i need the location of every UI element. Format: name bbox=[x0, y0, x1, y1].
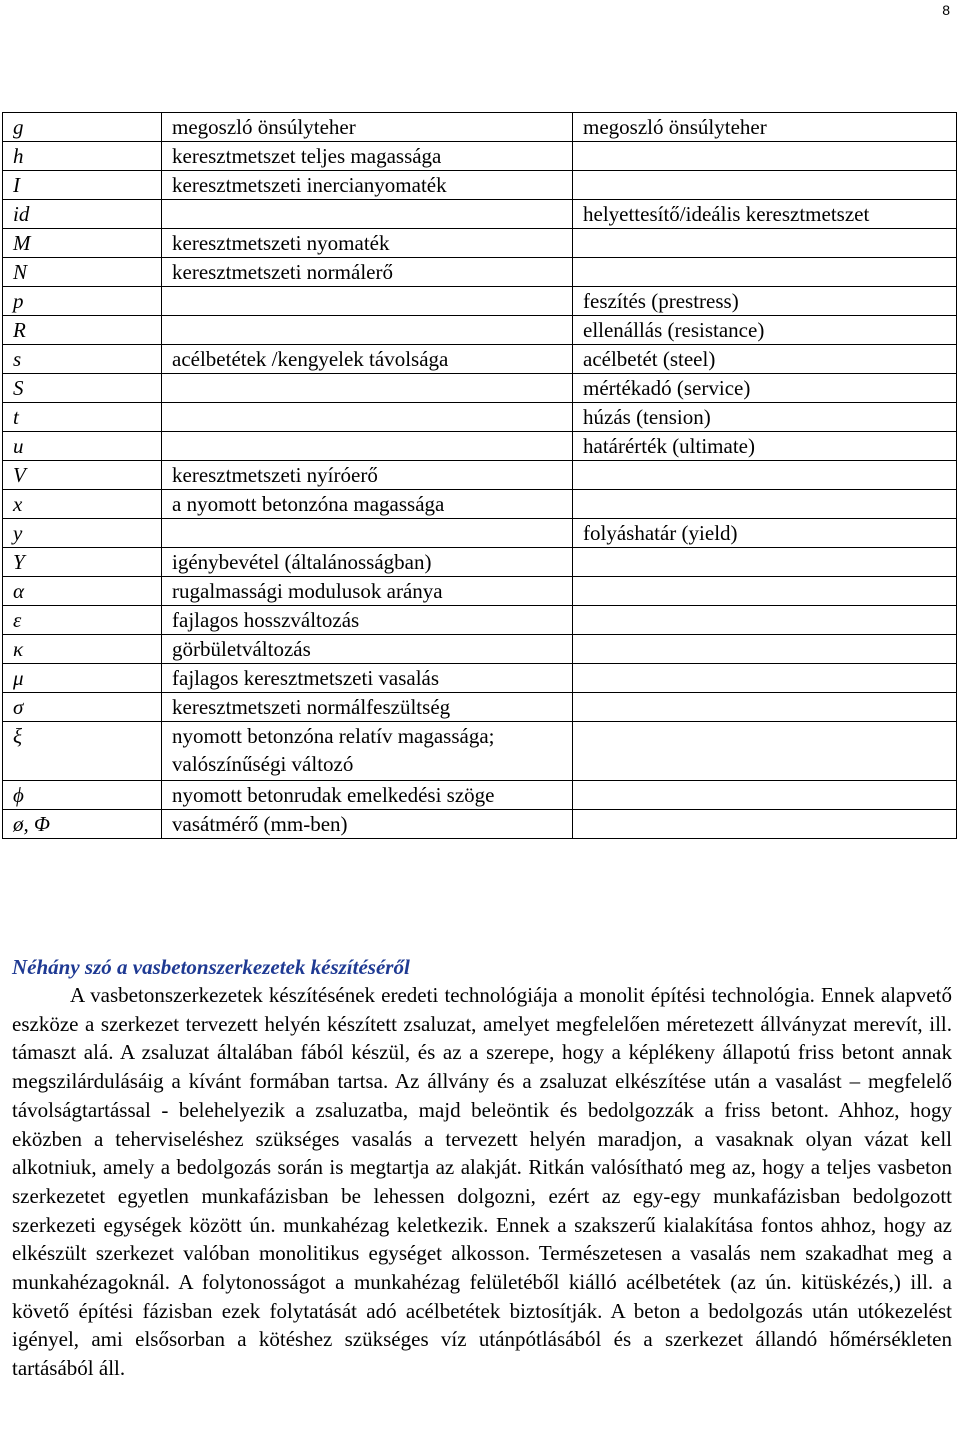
index-meaning-cell bbox=[573, 548, 957, 577]
hungarian-meaning-cell: rugalmassági modulusok aránya bbox=[162, 577, 573, 606]
hungarian-meaning-cell: a nyomott betonzóna magassága bbox=[162, 490, 573, 519]
index-meaning-cell: határérték (ultimate) bbox=[573, 432, 957, 461]
symbol-cell: ϕ bbox=[3, 781, 162, 810]
symbol-cell: p bbox=[3, 287, 162, 316]
table-row bbox=[3, 664, 957, 693]
index-meaning-cell bbox=[573, 722, 957, 781]
symbol-cell: κ bbox=[3, 635, 162, 664]
hungarian-meaning-cell: nyomott betonzóna relatív magassága; valószínűségi változó bbox=[162, 722, 573, 781]
hungarian-meaning-cell: keresztmetszeti normálfeszültség bbox=[162, 693, 573, 722]
index-meaning-cell: húzás (tension) bbox=[573, 403, 957, 432]
hungarian-meaning-cell: keresztmetszeti nyomaték bbox=[162, 229, 573, 258]
table-row bbox=[3, 171, 957, 200]
index-meaning-cell bbox=[573, 171, 957, 200]
page-number: 8 bbox=[942, 2, 950, 18]
symbol-cell: ξ bbox=[3, 722, 162, 781]
hungarian-meaning-cell: keresztmetszet teljes magassága bbox=[162, 142, 573, 171]
hungarian-meaning-cell: keresztmetszeti nyíróerő bbox=[162, 461, 573, 490]
symbol-cell: V bbox=[3, 461, 162, 490]
table-row bbox=[3, 810, 957, 839]
hungarian-meaning-cell bbox=[162, 432, 573, 461]
index-meaning-cell: helyettesítő/ideális keresztmetszet bbox=[573, 200, 957, 229]
index-meaning-cell: mértékadó (service) bbox=[573, 374, 957, 403]
table-row bbox=[3, 722, 957, 781]
index-meaning-cell: ellenállás (resistance) bbox=[573, 316, 957, 345]
table-row bbox=[3, 287, 957, 316]
section-title: Néhány szó a vasbetonszerkezetek készítéséről bbox=[12, 955, 410, 979]
symbol-cell: u bbox=[3, 432, 162, 461]
symbol-cell: N bbox=[3, 258, 162, 287]
table-row bbox=[3, 345, 957, 374]
symbol-cell: id bbox=[3, 200, 162, 229]
symbol-cell: σ bbox=[3, 693, 162, 722]
table-row bbox=[3, 519, 957, 548]
symbol-cell: M bbox=[3, 229, 162, 258]
index-meaning-cell bbox=[573, 664, 957, 693]
hungarian-meaning-cell: keresztmetszeti normálerő bbox=[162, 258, 573, 287]
table-row bbox=[3, 200, 957, 229]
section-paragraph: A vasbetonszerkezetek készítésének eredeti technológiája a monolit építési technológia. Ennek alapvető eszköze a szerkezet tervezett helyén készített zsaluzat, amelyet megfelelően méretezett állványzat merevít, ill. támaszt alá. A zsaluzat általában fából készül, és az a szerepe, hogy a képlékeny állapotú friss betont annak megszilárdulásáig a kívánt formában tartsa. Az állvány és a zsaluzat elkészítése után a vasalást – megfelelő távolságtartással - belehelyezik a zsaluzatba, majd beleöntik és bedolgozzák a friss betont. Ahhoz, hogy eközben a teherviseléshez szükséges vasalás a tervezett helyén maradjon, a vasaknak olyan vázat kell alkotniuk, amely a bedolgozás során is megtartja az alakját. Ritkán valósítható meg az, hogy a teljes vasbeton szerkezetet egyetlen munkafázisban be lehessen dolgozni, ezért az egy-egy munkafázisban bedolgozott szerkezeti egységek között ún. munkahézag keletkezik. Ennek a szakszerű kialakítása fontos ahhoz, hogy az elkészült szerkezet valóban monolitikus egységet alkosson. Természetesen a vasalás nem szakadhat meg a munkahézagoknál. A folytonosságot a munkahézag felületéből kiálló acélbetétek (az ún. kitüskézés,) ill. a követő építési fázisban ezek folytatását adó acélbetétek biztosítják. A beton a bedolgozás után utókezelést igényel, ami elsősorban a kötéshez szükséges víz utánpótlásából és a szerkezet állandó hőmérsékleten tartásából áll. bbox=[12, 983, 952, 1381]
table-row bbox=[3, 606, 957, 635]
hungarian-meaning-cell: vasátmérő (mm-ben) bbox=[162, 810, 573, 839]
hungarian-meaning-cell: görbületváltozás bbox=[162, 635, 573, 664]
index-meaning-cell: megoszló önsúlyteher bbox=[573, 113, 957, 142]
symbol-cell: g bbox=[3, 113, 162, 142]
table-row bbox=[3, 432, 957, 461]
hungarian-meaning-cell: acélbetétek /kengyelek távolsága bbox=[162, 345, 573, 374]
symbol-cell: x bbox=[3, 490, 162, 519]
index-meaning-cell bbox=[573, 229, 957, 258]
index-meaning-cell: folyáshatár (yield) bbox=[573, 519, 957, 548]
symbol-cell: y bbox=[3, 519, 162, 548]
index-meaning-cell bbox=[573, 693, 957, 722]
table-row bbox=[3, 693, 957, 722]
hungarian-meaning-cell bbox=[162, 316, 573, 345]
index-meaning-cell bbox=[573, 781, 957, 810]
table-row bbox=[3, 781, 957, 810]
symbols-table bbox=[2, 112, 957, 839]
symbol-cell: t bbox=[3, 403, 162, 432]
table-row bbox=[3, 374, 957, 403]
index-meaning-cell bbox=[573, 461, 957, 490]
table-row bbox=[3, 316, 957, 345]
index-meaning-cell bbox=[573, 635, 957, 664]
table-row bbox=[3, 258, 957, 287]
table-row bbox=[3, 403, 957, 432]
table-row bbox=[3, 461, 957, 490]
symbol-cell: S bbox=[3, 374, 162, 403]
hungarian-meaning-cell: fajlagos keresztmetszeti vasalás bbox=[162, 664, 573, 693]
index-meaning-cell: feszítés (prestress) bbox=[573, 287, 957, 316]
table-row bbox=[3, 142, 957, 171]
symbol-cell: Y bbox=[3, 548, 162, 577]
symbol-cell: h bbox=[3, 142, 162, 171]
index-meaning-cell bbox=[573, 606, 957, 635]
hungarian-meaning-cell bbox=[162, 287, 573, 316]
index-meaning-cell bbox=[573, 142, 957, 171]
index-meaning-cell bbox=[573, 810, 957, 839]
hungarian-meaning-cell: megoszló önsúlyteher bbox=[162, 113, 573, 142]
symbol-cell: ε bbox=[3, 606, 162, 635]
hungarian-meaning-cell: fajlagos hosszváltozás bbox=[162, 606, 573, 635]
hungarian-meaning-cell bbox=[162, 374, 573, 403]
table-row bbox=[3, 113, 957, 142]
symbols-table-body bbox=[3, 113, 957, 839]
table-row bbox=[3, 635, 957, 664]
hungarian-meaning-cell: keresztmetszeti inercianyomaték bbox=[162, 171, 573, 200]
index-meaning-cell bbox=[573, 258, 957, 287]
hungarian-meaning-cell bbox=[162, 403, 573, 432]
index-meaning-cell: acélbetét (steel) bbox=[573, 345, 957, 374]
symbol-cell: ø, Φ bbox=[3, 810, 162, 839]
table-row bbox=[3, 229, 957, 258]
symbol-cell: α bbox=[3, 577, 162, 606]
table-row bbox=[3, 490, 957, 519]
index-meaning-cell bbox=[573, 577, 957, 606]
index-meaning-cell bbox=[573, 490, 957, 519]
hungarian-meaning-cell: nyomott betonrudak emelkedési szöge bbox=[162, 781, 573, 810]
symbol-cell: μ bbox=[3, 664, 162, 693]
symbol-cell: I bbox=[3, 171, 162, 200]
table-row bbox=[3, 548, 957, 577]
hungarian-meaning-cell bbox=[162, 200, 573, 229]
hungarian-meaning-cell: igénybevétel (általánosságban) bbox=[162, 548, 573, 577]
table-row bbox=[3, 577, 957, 606]
symbol-cell: s bbox=[3, 345, 162, 374]
symbol-cell: R bbox=[3, 316, 162, 345]
hungarian-meaning-cell bbox=[162, 519, 573, 548]
